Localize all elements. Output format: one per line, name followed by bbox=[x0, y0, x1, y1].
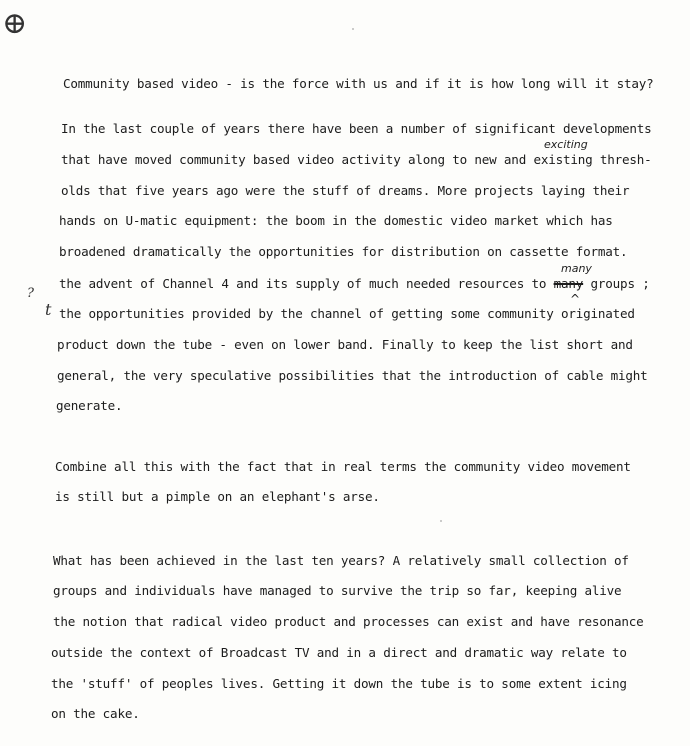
struck-word: many bbox=[553, 276, 584, 291]
para1-line: hands on U-matic equipment: the boom in the domestic video market which has bbox=[59, 213, 613, 228]
margin-letter-t: t bbox=[45, 300, 52, 319]
para2-line: Combine all this with the fact that in real terms the community video movement bbox=[55, 459, 631, 474]
para1-line: olds that five years ago were the stuff of dreams. More projects laying their bbox=[61, 183, 630, 198]
para2-line: is still but a pimple on an elephant's arse. bbox=[55, 489, 380, 504]
para1-line: general, the very speculative possibilities that the introduction of cable might bbox=[57, 368, 648, 383]
margin-question-mark: ? bbox=[27, 286, 34, 301]
para1-line: the opportunities provided by the channel of getting some community originated bbox=[59, 306, 635, 321]
page-corner-mark: ⊕ bbox=[2, 6, 28, 41]
scan-speck bbox=[440, 520, 442, 522]
para3-line: groups and individuals have managed to survive the trip so far, keeping alive bbox=[53, 583, 622, 598]
para3-line: the 'stuff' of peoples lives. Getting it down the tube is to some extent icing bbox=[51, 676, 627, 691]
para1-line: product down the tube - even on lower band. Finally to keep the list short and bbox=[57, 337, 633, 352]
para1-line: In the last couple of years there have been a number of significant developments bbox=[61, 121, 652, 136]
document-title: Community based video - is the force with us and if it is how long will it stay? bbox=[63, 76, 654, 91]
para1-line: generate. bbox=[56, 398, 123, 413]
para1-line-text: the advent of Channel 4 and its supply of much needed resources to bbox=[59, 276, 547, 291]
para1-line: that have moved community based video activity along to new and existing thresh- bbox=[61, 152, 652, 167]
handwritten-insertion-many: many bbox=[561, 262, 592, 275]
para3-line: What has been achieved in the last ten years? A relatively small collection of bbox=[53, 553, 629, 568]
scan-speck bbox=[352, 28, 354, 30]
handwritten-insertion-exciting: exciting bbox=[544, 138, 588, 151]
para1-line: broadened dramatically the opportunities for distribution on cassette format. bbox=[59, 244, 628, 259]
para3-line: outside the context of Broadcast TV and in a direct and dramatic way relate to bbox=[51, 645, 627, 660]
para1-line bbox=[59, 276, 650, 292]
para3-line: on the cake. bbox=[51, 706, 140, 721]
handwritten-caret: ^ bbox=[570, 292, 581, 306]
para1-line-end: groups ; bbox=[590, 276, 650, 291]
para3-line: the notion that radical video product and processes can exist and have resonance bbox=[53, 614, 644, 629]
